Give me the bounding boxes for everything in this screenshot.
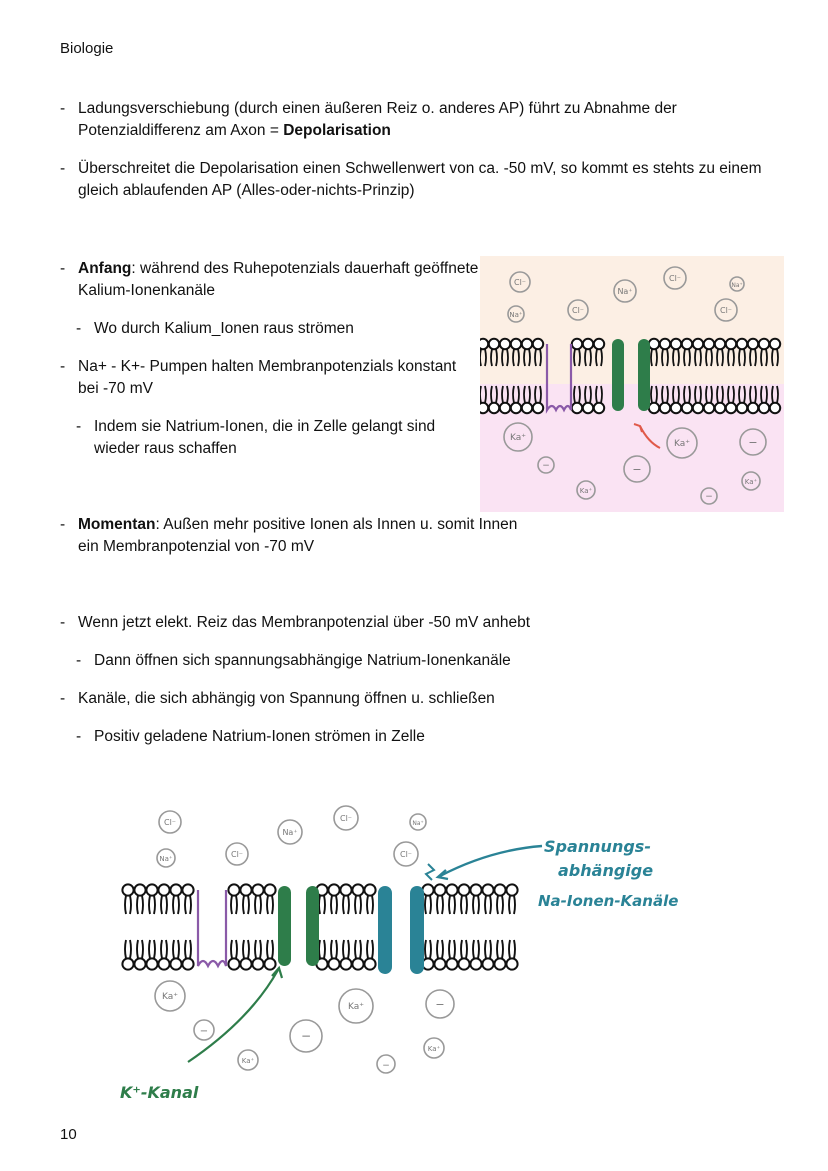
svg-text:Ka⁺: Ka⁺ (427, 1045, 441, 1053)
svg-text:Na⁺: Na⁺ (282, 828, 298, 837)
na-channel-left (378, 886, 392, 974)
svg-text:Cl⁻: Cl⁻ (163, 818, 177, 827)
bullet-spannungsabhaengig: - Kanäle, die sich abhängig von Spannung öffnen u. schließen (60, 690, 495, 707)
svg-text:Na⁺: Na⁺ (159, 855, 173, 863)
svg-text:−: − (542, 461, 550, 471)
svg-text:−: − (300, 1029, 312, 1043)
anion (290, 1020, 322, 1052)
bullet-anfang: - Anfang: während des Ruhepotenzials dauerhaft geöffnete Kalium-Ionenkanäle (60, 260, 479, 299)
sub-bullet-natrium-raus: - Indem sie Natrium-Ionen, die in Zelle gelangt sind wieder raus schaffen (76, 418, 436, 457)
chloride-ion (394, 842, 418, 866)
na-k-pump (198, 890, 226, 966)
svg-text:Cl⁻: Cl⁻ (339, 814, 353, 823)
anion (377, 1055, 395, 1073)
svg-text:−: − (632, 463, 642, 476)
k-channel-left (612, 339, 624, 411)
svg-text:Ka⁺: Ka⁺ (347, 1002, 365, 1012)
bullet-momentan: - Momentan: Außen mehr positive Ionen als Innen u. somit Innen ein Membranpotenzial von -70 mV (60, 516, 518, 555)
na-channel-pointer-arrow (440, 846, 542, 876)
subject-header: Biologie (60, 40, 114, 57)
svg-text:−: − (705, 492, 713, 502)
svg-text:−: − (382, 1061, 390, 1071)
svg-text:Ka⁺: Ka⁺ (579, 487, 593, 495)
chloride-ion (334, 806, 358, 830)
potassium-ion (424, 1038, 444, 1058)
k-channel-right (638, 339, 650, 411)
page-number: 10 (60, 1126, 77, 1143)
svg-text:−: − (199, 1026, 209, 1037)
svg-text:Na⁺: Na⁺ (509, 311, 523, 319)
membrane-figure-resting (480, 256, 784, 512)
k-channel-left (278, 886, 291, 966)
bullet-pumpen: - Na+ - K+- Pumpen halten Membranpotenzials konstant bei -70 mV (60, 358, 457, 397)
anion (194, 1020, 214, 1040)
potassium-ion (238, 1050, 258, 1070)
sodium-ion (157, 849, 175, 867)
sodium-ion (278, 820, 302, 844)
svg-text:Ka⁺: Ka⁺ (161, 992, 179, 1002)
bullet-schwellenwert: - Überschreitet die Depolarisation einen Schwellenwert von ca. -50 mV, so kommt es stehts zu einem gleich ablaufenden AP (Alles-oder-nichts-Prinzip) (60, 160, 762, 199)
na-channel-label-line2: abhängige (558, 861, 654, 880)
svg-text:Cl⁻: Cl⁻ (399, 850, 413, 859)
svg-text:Cl⁻: Cl⁻ (719, 306, 733, 315)
na-channel-label-line3: Na-Ionen-Kanäle (538, 892, 679, 910)
na-channel-right (410, 886, 424, 974)
sub-bullet-kalium-raus: - Wo durch Kalium_Ionen raus strömen (76, 320, 354, 337)
chloride-ion (159, 811, 181, 833)
k-channel-pointer-arrow (188, 970, 278, 1062)
svg-text:Na⁺: Na⁺ (617, 287, 633, 296)
anion (426, 990, 454, 1018)
svg-text:Na⁺: Na⁺ (412, 820, 424, 827)
svg-text:−: − (748, 436, 758, 449)
svg-text:Ka⁺: Ka⁺ (241, 1057, 255, 1065)
svg-text:Ka⁺: Ka⁺ (673, 439, 691, 449)
chloride-ion (226, 843, 248, 865)
svg-text:−: − (435, 998, 445, 1011)
svg-text:Na⁺: Na⁺ (731, 282, 743, 289)
k-channel-right (306, 886, 319, 966)
svg-text:Ka⁺: Ka⁺ (509, 433, 527, 443)
svg-text:Cl⁻: Cl⁻ (668, 274, 682, 283)
svg-text:Cl⁻: Cl⁻ (230, 850, 244, 859)
sodium-ion (410, 814, 426, 830)
lipid-bilayer (122, 884, 517, 969)
na-channel-label-line1: Spannungs- (544, 837, 651, 856)
k-channel-label: K⁺-Kanal (120, 1083, 199, 1102)
svg-text:Cl⁻: Cl⁻ (513, 278, 527, 287)
lipid-row-bottom (122, 940, 517, 970)
svg-text:Ka⁺: Ka⁺ (744, 478, 758, 486)
svg-text:Cl⁻: Cl⁻ (571, 306, 585, 315)
potassium-ion (155, 981, 185, 1011)
lipid-row-top (122, 884, 517, 914)
sub-bullet-kanaele-oeffnen: - Dann öffnen sich spannungsabhängige Natrium-Ionenkanäle (76, 652, 511, 669)
membrane-figure-voltage-gated (110, 800, 710, 1110)
sub-bullet-natrium-in-zelle: - Positiv geladene Natrium-Ionen strömen in Zelle (76, 728, 425, 745)
potassium-ion (339, 989, 373, 1023)
bullet-depolarisation: - Ladungsverschiebung (durch einen äußeren Reiz o. anderes AP) führt zu Abnahme der Potenzialdifferenz am Axon = Depolarisation (60, 100, 677, 139)
bullet-reiz: - Wenn jetzt elekt. Reiz das Membranpotenzial über -50 mV anhebt (60, 614, 531, 631)
